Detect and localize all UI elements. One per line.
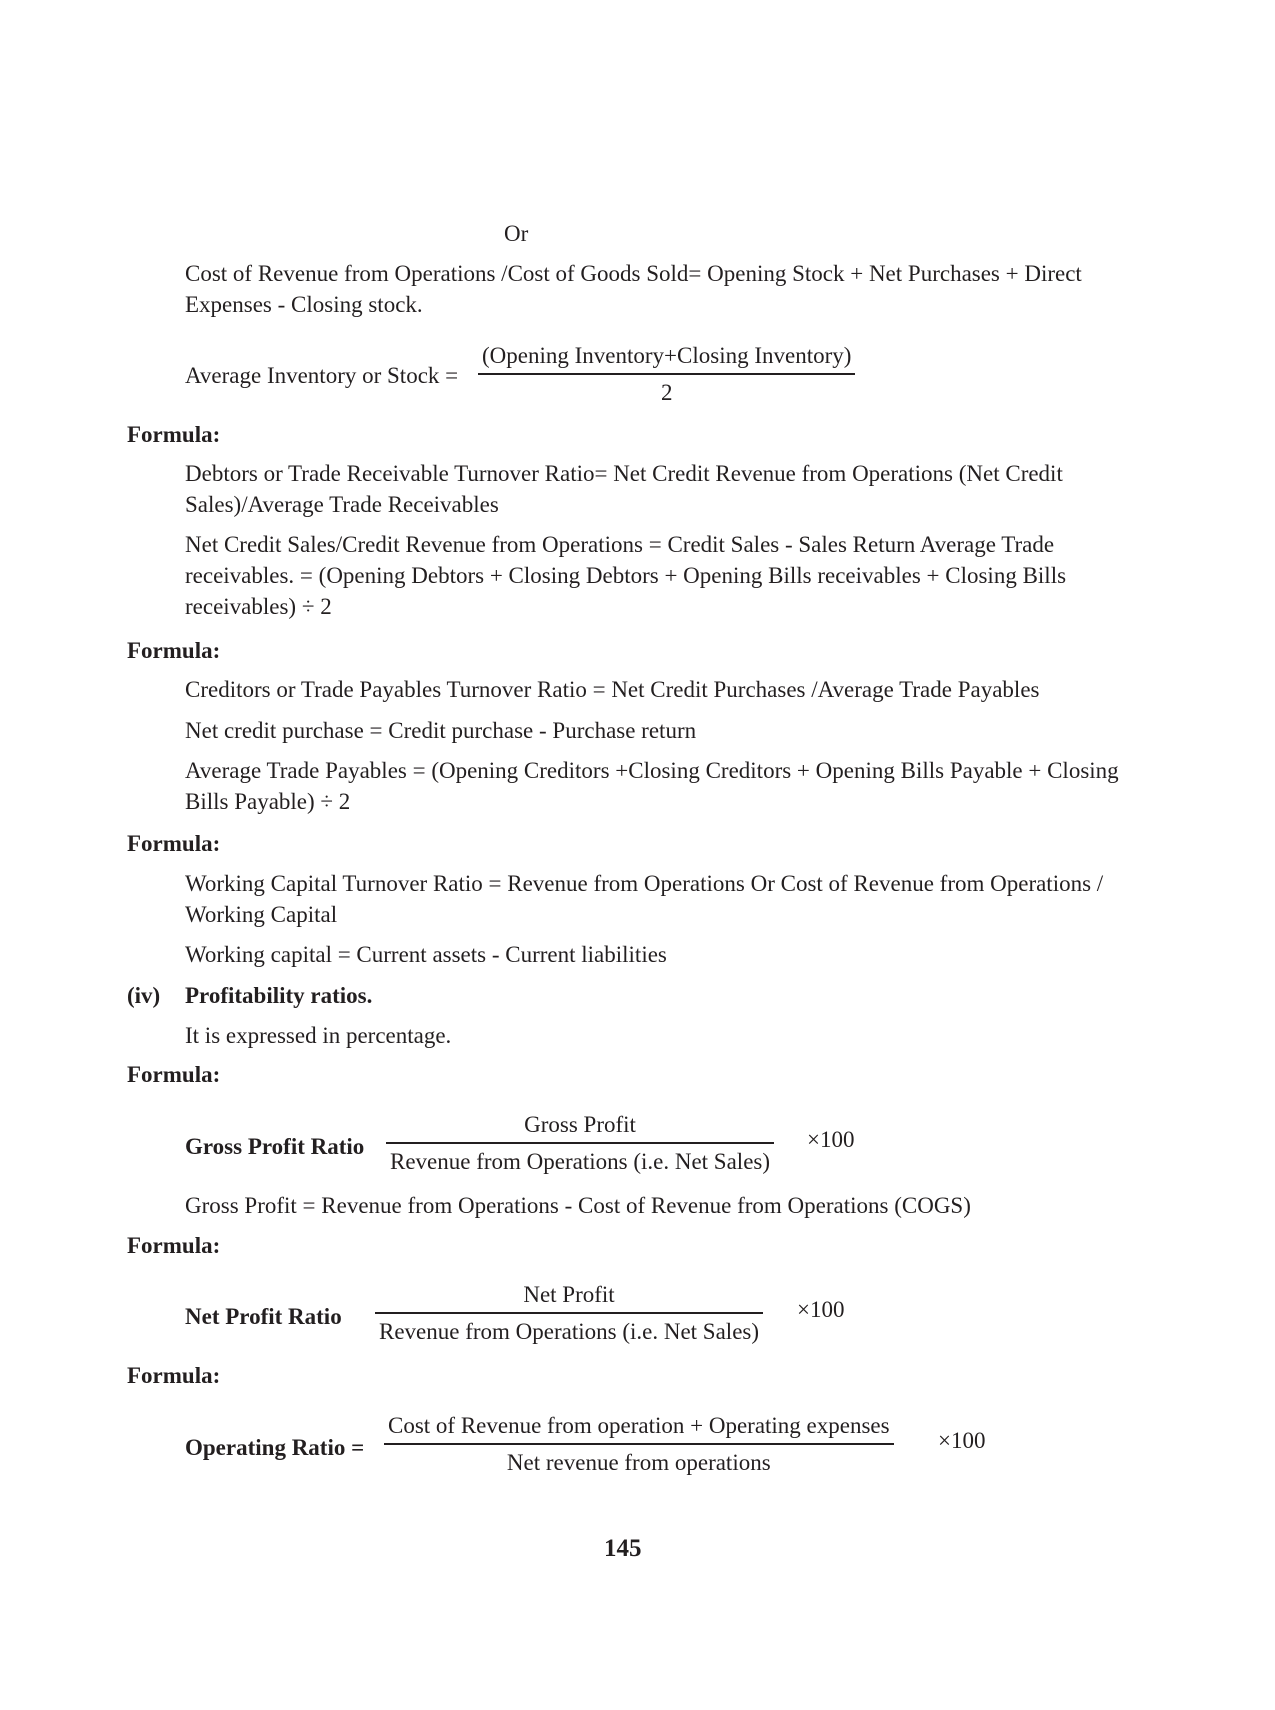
formula-heading: Formula:: [127, 1363, 221, 1388]
fraction-denominator: Net revenue from operations: [506, 1450, 771, 1475]
percentage-note: It is expressed in percentage.: [185, 1023, 452, 1048]
cogs-formula: Cost of Revenue from Operations /Cost of Goods Sold= Opening Stock + Net Purchases + Direct Expenses - Closing stock.: [185, 261, 1082, 317]
formula-heading: Formula:: [127, 638, 221, 663]
net-profit-fraction: [375, 1280, 763, 1347]
working-capital-definition: Working capital = Current assets - Current liabilities: [185, 942, 667, 967]
fraction-denominator: Revenue from Operations (i.e. Net Sales): [379, 1319, 760, 1344]
creditors-ratio: Creditors or Trade Payables Turnover Ratio = Net Credit Purchases /Average Trade Payables: [185, 677, 1040, 702]
debtors-ratio: Debtors or Trade Receivable Turnover Ratio= Net Credit Revenue from Operations (Net Credit Sales)/Average Trade Receivables: [185, 461, 1063, 517]
fraction-numerator: Net Profit: [523, 1282, 615, 1307]
formula-heading: Formula:: [127, 1062, 221, 1087]
operating-ratio-fraction: [384, 1411, 894, 1478]
operating-ratio-label: Operating Ratio =: [185, 1435, 365, 1460]
formula-heading: Formula:: [127, 422, 221, 447]
fraction-numerator: Gross Profit: [524, 1112, 636, 1137]
avg-inventory-fraction: [478, 341, 855, 408]
formula-heading: Formula:: [127, 1233, 221, 1258]
operating-ratio-multiplier: ×100: [938, 1428, 986, 1453]
fraction-numerator: (Opening Inventory+Closing Inventory): [482, 343, 852, 368]
avg-inventory-label: Average Inventory or Stock =: [185, 363, 459, 388]
or-text: Or: [504, 221, 529, 246]
net-profit-ratio-label: Net Profit Ratio: [185, 1304, 342, 1329]
gross-profit-ratio-label: Gross Profit Ratio: [185, 1134, 365, 1159]
page-number: 145: [604, 1535, 642, 1562]
fraction-denominator: 2: [660, 380, 673, 405]
net-credit-purchase: Net credit purchase = Credit purchase - Purchase return: [185, 718, 697, 743]
section-title: Profitability ratios.: [185, 983, 373, 1008]
fraction-denominator: Revenue from Operations (i.e. Net Sales): [390, 1149, 771, 1174]
working-capital-ratio: Working Capital Turnover Ratio = Revenue from Operations Or Cost of Revenue from Operations / Working Capital: [185, 871, 1104, 927]
fraction-numerator: Cost of Revenue from operation + Operating expenses: [388, 1413, 890, 1438]
section-number: (iv): [127, 983, 161, 1008]
formula-heading: Formula:: [127, 831, 221, 856]
gross-profit-fraction: [386, 1110, 774, 1177]
net-credit-sales: Net Credit Sales/Credit Revenue from Operations = Credit Sales - Sales Return Average Trade receivables. = (Opening Debtors + Closing Debtors + Opening Bills receivables + Closing Bills receivables) ÷ 2: [185, 532, 1067, 619]
avg-trade-payables: Average Trade Payables = (Opening Creditors +Closing Creditors + Opening Bills Payable + Closing Bills Payable) ÷ 2: [185, 758, 1119, 814]
gross-profit-multiplier: ×100: [807, 1127, 855, 1152]
gross-profit-definition: Gross Profit = Revenue from Operations - Cost of Revenue from Operations (COGS): [185, 1193, 971, 1218]
net-profit-multiplier: ×100: [797, 1297, 845, 1322]
